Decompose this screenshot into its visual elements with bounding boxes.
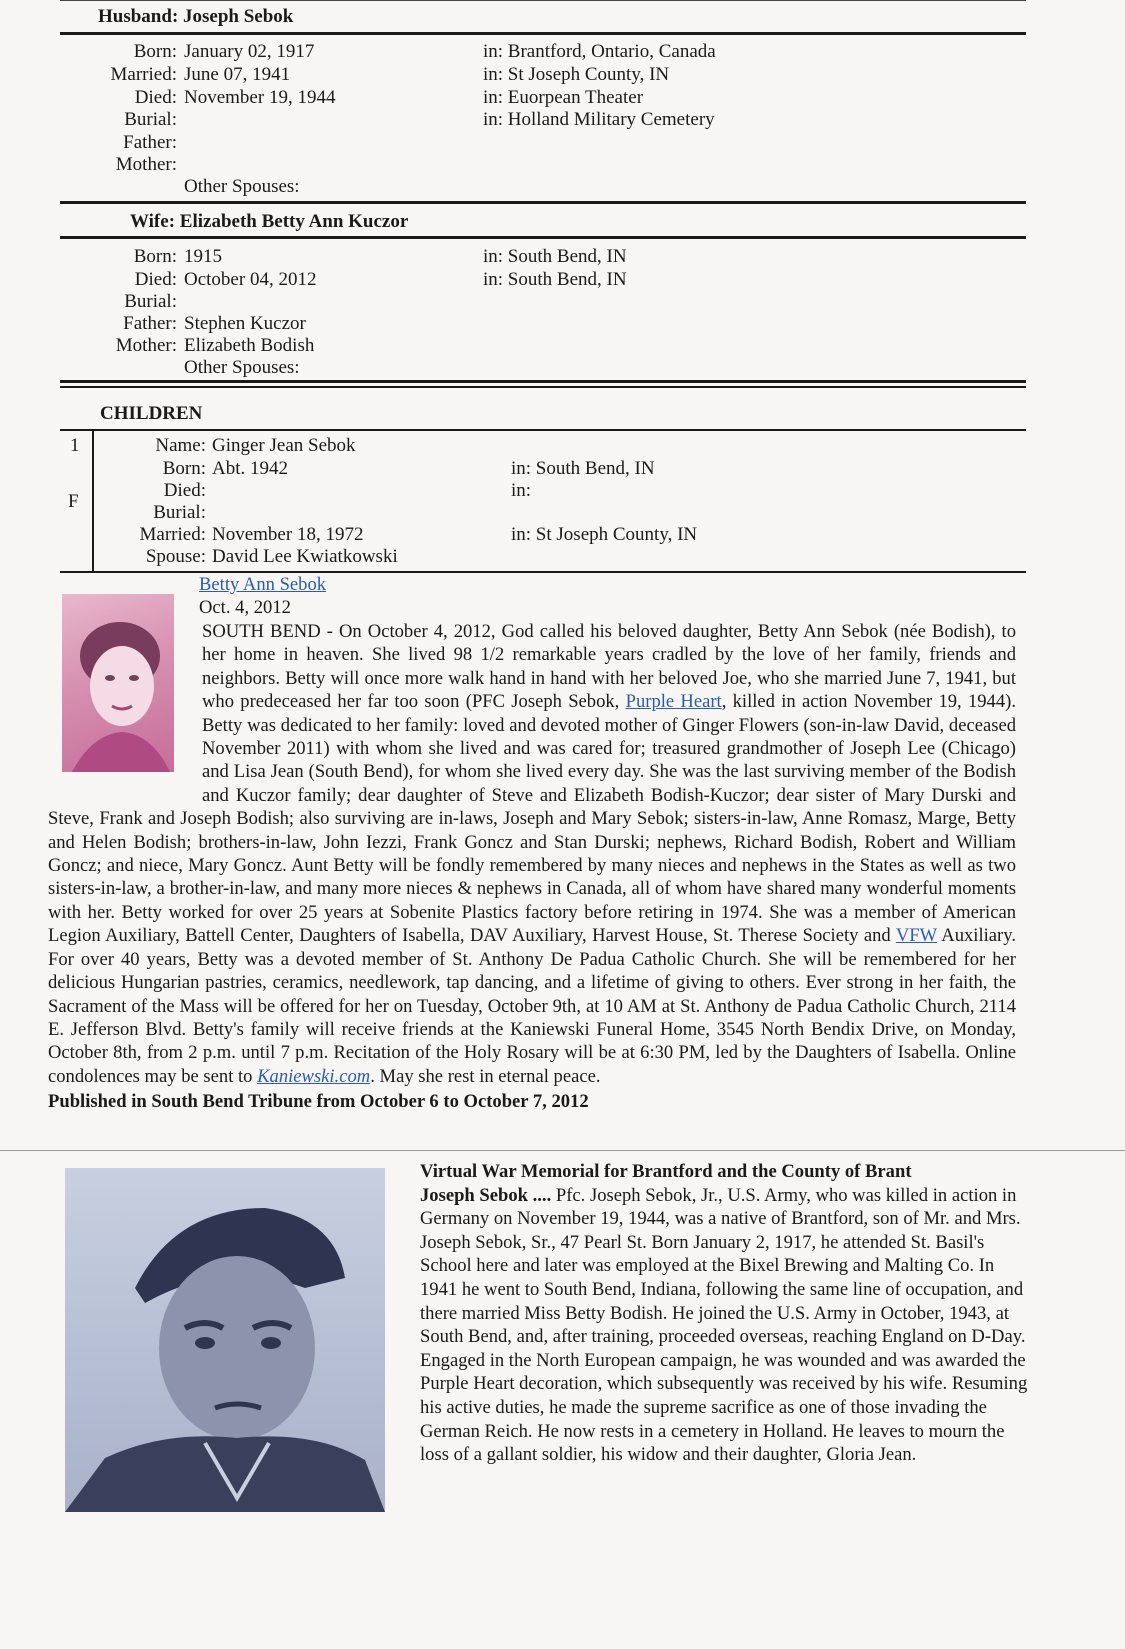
fact-place: in: St Joseph County, IN <box>483 64 670 85</box>
husband-name: Joseph Sebok <box>183 6 294 27</box>
children-divider <box>92 431 94 571</box>
memorial-text: Pfc. Joseph Sebok, Jr., U.S. Army, who was killed in action in Germany on November 19, 1944, was a native of Brantford, son of Mr. and Mrs. Joseph Sebok, Sr., 47 Pearl St. Born January 2, 1917, he attended St. Basil's School here and later was employed at the Bixel Brewing and Malting Co. In 1941 he went to South Bend, Indiana, following the same line of occupation, and there married Miss Betty Bodish. He joined the U.S. Army in October, 1943, at South Bend, and, after training, proceeded overseas, reaching England on D-Day. Engaged in the North European campaign, he was wounded and was awarded the Purple Heart decoration, which subsequently was received by his wife. Resuming his active duties, he made the supreme sacrifice as one of those invading the German Reich. He now rests in a cemetery in Holland. He leaves to mourn the loss of a gallant soldier, his widow and their daughter, Gloria Jean. <box>420 1184 1028 1466</box>
fact-value: January 02, 1917 <box>184 41 315 62</box>
eye-right <box>261 1337 281 1349</box>
eye-left <box>105 675 115 681</box>
wife-end-rule-2 <box>60 386 1026 388</box>
fact-label: Died: <box>134 269 177 290</box>
eye-left <box>195 1337 215 1349</box>
fact-place: in: South Bend, IN <box>511 458 655 479</box>
fact-place: in: South Bend, IN <box>483 269 627 290</box>
memorial-title: Virtual War Memorial for Brantford and the County of Brant <box>420 1161 912 1182</box>
fact-label: Born: <box>133 246 177 267</box>
fact-value: Ginger Jean Sebok <box>212 435 356 456</box>
fact-value: Elizabeth Bodish <box>184 335 315 356</box>
husband-end-rule <box>60 201 1026 204</box>
obituary-text-2: , killed in action November 19, 1944). Betty was dedicated to her family: loved and devoted mother of Ginger Flowers (son-in-law David, deceased November 2011) with whom she lived and was cared for; treasured grandmother of Joseph Lee (Chicago) and Lisa Jean (South Bend), for whom she lived every day. She was the last surviving member of the Bodish and Kuczor family; dear daughter of Steve and Elizabeth Bodish-Kuczor; dear sister of Mary Durski and Steve, Frank and Joseph Bodish; also surviving are in-laws, Joseph and Mary Sebok; sisters-in-law, Anne Romasz, Marge, Betty and Helen Bodish; brothers-in-law, John Iezzi, Frank Goncz and Stan Durski; nephews, Richard Bodish, Robert and William Goncz; and niece, Mary Goncz. Aunt Betty will be fondly remembered by many nieces and nephews in the States as well as two sisters-in-law, a brother-in-law, and many more nieces & nephews in Canada, all of whom have shared many wonderful moments with her. Betty worked for over 25 years at Sobenite Plastics factory before retiring in 1974. She was a member of American Legion Auxiliary, Battell Center, Daughters of Isabella, DAV Auxiliary, Harvest House, St. Therese Society and <box>48 691 1016 947</box>
obituary-name-link-text[interactable]: Betty Ann Sebok <box>199 574 327 595</box>
fact-place: in: <box>511 480 532 501</box>
obituary-text-1: SOUTH BEND - On October 4, 2012, God called his beloved daughter, Betty Ann Sebok (née Bodish), to her home in heaven. She lived 98 1/2 remarkable years cradled by the love of her family, friends and neighbors. Betty will once more walk hand in hand with her beloved Joe, who she married June 7, 1941, but who predeceased her far too soon (PFC Joseph Sebok, <box>202 621 1016 713</box>
fact-value: Abt. 1942 <box>212 458 288 479</box>
fact-value: June 07, 1941 <box>184 64 291 85</box>
top-rule <box>60 0 1026 1</box>
wife-header <box>130 211 408 233</box>
joseph-portrait <box>65 1168 385 1512</box>
fact-place: in: Euorpean Theater <box>483 87 644 108</box>
wife-name: Elizabeth Betty Ann Kuczor <box>179 211 409 232</box>
wife-other-spouses: Other Spouses: <box>184 357 300 378</box>
fact-value: Stephen Kuczor <box>184 313 306 334</box>
fact-label: Married: <box>139 524 206 545</box>
fact-label: Spouse: <box>145 546 206 567</box>
memorial-body <box>420 1184 1035 1467</box>
children-header: CHILDREN <box>100 403 203 424</box>
husband-header-label: Husband: <box>98 6 179 27</box>
fact-value: David Lee Kwiatkowski <box>212 546 398 567</box>
obituary-text-3: Auxiliary. For over 40 years, Betty was a devoted member of St. Anthony De Padua Catholic Church. She will be remembered for her delicious Hungarian pastries, ceramics, needlework, tap dancing, and a lifetime of giving to others. Ever strong in her faith, the Sacrament of the Mass will be offered for her on Tuesday, October 9th, at 10 AM at St. Anthony de Padua Catholic Church, 2114 E. Jefferson Blvd. Betty's family will receive friends at the Kaniewski Funeral Home, 3545 North Bendix Drive, on Monday, October 8th, from 2 p.m. until 7 p.m. Recitation of the Holy Rosary will be at 6:30 PM, led by the Daughters of Isabella. Online condolences may be sent to <box>48 925 1016 1087</box>
husband-other-spouses: Other Spouses: <box>184 176 300 197</box>
obituary-date: Oct. 4, 2012 <box>199 597 291 618</box>
wife-header-label: Wife: <box>130 211 176 232</box>
memorial-block <box>420 1160 1035 1467</box>
obituary-paragraph <box>48 620 1016 1088</box>
vfw-link[interactable]: VFW <box>895 925 937 947</box>
fact-label: Name: <box>155 435 206 456</box>
husband-header <box>98 6 293 28</box>
kaniewski-link[interactable]: Kaniewski.com <box>257 1065 371 1087</box>
fact-label: Mother: <box>115 154 177 175</box>
fact-label: Father: <box>123 313 177 334</box>
face-shape <box>159 1256 315 1440</box>
fact-place: in: Brantford, Ontario, Canada <box>483 41 716 62</box>
child-number: 1 <box>70 435 80 456</box>
fact-label: Died: <box>134 87 177 108</box>
obituary-published: Published in South Bend Tribune from October 6 to October 7, 2012 <box>48 1091 589 1113</box>
fact-label: Married: <box>110 64 177 85</box>
fact-value: 1915 <box>184 246 222 267</box>
fact-value: November 19, 1944 <box>184 87 336 108</box>
section-separator <box>0 1150 1125 1151</box>
fact-label: Burial: <box>153 502 206 523</box>
fact-place: in: Holland Military Cemetery <box>483 109 715 130</box>
fact-label: Burial: <box>124 291 177 312</box>
fact-value: October 04, 2012 <box>184 269 317 290</box>
fact-label: Mother: <box>115 335 177 356</box>
shoulders <box>72 732 170 772</box>
fact-place: in: South Bend, IN <box>483 246 627 267</box>
husband-rule <box>60 32 1026 35</box>
face-shape <box>90 646 154 726</box>
joseph-portrait-svg <box>65 1168 385 1512</box>
obituary-text-4: . May she rest in eternal peace. <box>370 1065 601 1087</box>
fact-place: in: St Joseph County, IN <box>511 524 698 545</box>
betty-portrait <box>62 594 174 772</box>
wife-end-rule-1 <box>60 380 1026 383</box>
eye-right <box>129 675 139 681</box>
fact-label: Father: <box>123 132 177 153</box>
fact-label: Born: <box>162 458 206 479</box>
fact-value: November 18, 1972 <box>212 524 364 545</box>
betty-portrait-svg <box>62 594 174 772</box>
fact-label: Burial: <box>124 109 177 130</box>
fact-label: Born: <box>133 41 177 62</box>
child-sex: F <box>68 491 79 512</box>
purple-heart-link[interactable]: Purple Heart <box>625 691 722 713</box>
obituary-body <box>48 620 1016 1114</box>
fact-label: Died: <box>163 480 206 501</box>
children-rule <box>60 429 1026 431</box>
wife-rule <box>60 236 1026 239</box>
obituary-name-link[interactable] <box>199 573 326 596</box>
memorial-name: Joseph Sebok .... <box>420 1184 552 1206</box>
